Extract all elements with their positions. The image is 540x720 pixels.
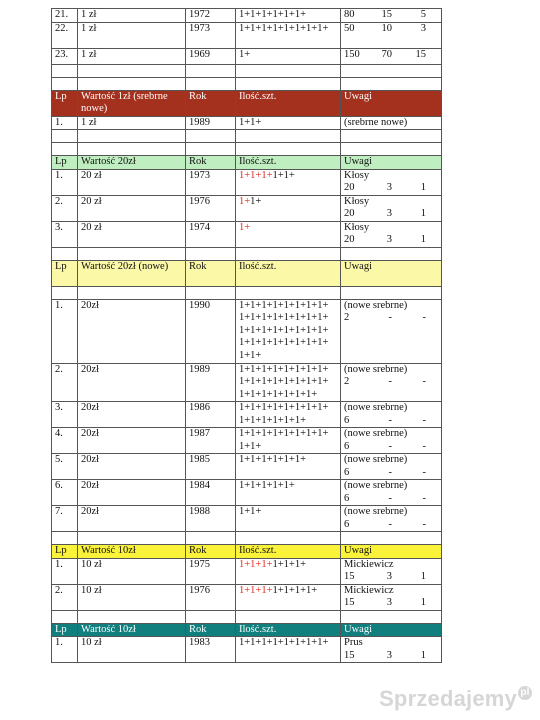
lp-cell: 2. bbox=[52, 584, 78, 610]
value-cell: 10 zł bbox=[78, 558, 186, 584]
year-cell: 1976 bbox=[186, 195, 236, 221]
table-row bbox=[52, 116, 442, 130]
table-row bbox=[52, 363, 442, 402]
blank-row bbox=[52, 130, 442, 143]
header-notes: Uwagi bbox=[341, 623, 442, 637]
value-cell: 20zł bbox=[78, 402, 186, 428]
blank-row bbox=[52, 77, 442, 90]
notes-cell: (nowe srebrne) 6 - - bbox=[341, 454, 442, 480]
table-row bbox=[52, 9, 442, 23]
value-cell: 20zł bbox=[78, 506, 186, 532]
header-year: Rok bbox=[186, 623, 236, 637]
year-cell: 1973 bbox=[186, 169, 236, 195]
value-cell: 20 zł bbox=[78, 169, 186, 195]
table-row bbox=[52, 299, 442, 363]
table-row bbox=[52, 506, 442, 532]
blank-row bbox=[52, 64, 442, 77]
section-header-silver bbox=[52, 90, 442, 116]
lp-cell: 2. bbox=[52, 363, 78, 402]
value-cell: 20zł bbox=[78, 299, 186, 363]
year-cell: 1984 bbox=[186, 480, 236, 506]
year-cell: 1989 bbox=[186, 116, 236, 130]
notes-cell: (nowe srebrne) 6 - - bbox=[341, 402, 442, 428]
year-cell: 1990 bbox=[186, 299, 236, 363]
notes-cell: Prus 15 3 1 bbox=[341, 637, 442, 663]
value-cell: 20zł bbox=[78, 428, 186, 454]
header-notes: Uwagi bbox=[341, 90, 442, 116]
year-cell: 1973 bbox=[186, 22, 236, 48]
value-cell: 1 zł bbox=[78, 48, 186, 64]
header-year: Rok bbox=[186, 260, 236, 286]
notes-cell: (nowe srebrne) 2 - - bbox=[341, 363, 442, 402]
table-row bbox=[52, 637, 442, 663]
qty-cell: 1+ bbox=[236, 221, 341, 247]
table-row bbox=[52, 48, 442, 64]
section-header-20 bbox=[52, 156, 442, 170]
qty-cell: 1+1+1+1+1+1+1+1+ bbox=[236, 22, 341, 48]
year-cell: 1987 bbox=[186, 428, 236, 454]
header-year: Rok bbox=[186, 545, 236, 559]
notes-cell: 50 10 3 bbox=[341, 22, 442, 48]
qty-cell: 1+1+1+1+1+1+ bbox=[236, 9, 341, 23]
year-cell: 1969 bbox=[186, 48, 236, 64]
header-notes: Uwagi bbox=[341, 156, 442, 170]
year-cell: 1983 bbox=[186, 637, 236, 663]
qty-cell: 1+1+1+1+1+ bbox=[236, 169, 341, 195]
blank-row bbox=[52, 286, 442, 299]
year-cell: 1974 bbox=[186, 221, 236, 247]
notes-cell: (nowe srebrne) 2 - - bbox=[341, 299, 442, 363]
notes-cell: (srebrne nowe) bbox=[341, 116, 442, 130]
blank-row bbox=[52, 247, 442, 260]
lp-cell: 21. bbox=[52, 9, 78, 23]
lp-cell: 1. bbox=[52, 637, 78, 663]
lp-cell: 3. bbox=[52, 402, 78, 428]
value-cell: 20 zł bbox=[78, 195, 186, 221]
header-qty: Ilość.szt. bbox=[236, 623, 341, 637]
qty-cell: 1+1+ bbox=[236, 195, 341, 221]
qty-cell: 1+1+1+1+1+ bbox=[236, 480, 341, 506]
header-value: Wartość 10zł bbox=[78, 623, 186, 637]
lp-cell: 1. bbox=[52, 169, 78, 195]
lp-cell: 7. bbox=[52, 506, 78, 532]
section-header-10 bbox=[52, 545, 442, 559]
qty-cell: 1+1+ bbox=[236, 116, 341, 130]
lp-cell: 4. bbox=[52, 428, 78, 454]
blank-row bbox=[52, 143, 442, 156]
lp-cell: 1. bbox=[52, 116, 78, 130]
value-cell: 20zł bbox=[78, 480, 186, 506]
lp-cell: 23. bbox=[52, 48, 78, 64]
header-notes: Uwagi bbox=[341, 545, 442, 559]
qty-cell: 1+ bbox=[236, 48, 341, 64]
notes-cell: Kłosy 20 3 1 bbox=[341, 221, 442, 247]
header-year: Rok bbox=[186, 90, 236, 116]
year-cell: 1988 bbox=[186, 506, 236, 532]
qty-cell: 1+1+1+1+1+1+1+1+ 1+1+1+1+1+1+1+1+ 1+1+1+1+1+1+1+ bbox=[236, 363, 341, 402]
coin-table bbox=[51, 8, 442, 663]
header-qty: Ilość.szt. bbox=[236, 156, 341, 170]
blank-row bbox=[52, 532, 442, 545]
qty-cell: 1+1+1+1+1+1+1+ bbox=[236, 584, 341, 610]
lp-cell: 22. bbox=[52, 22, 78, 48]
value-cell: 1 zł bbox=[78, 116, 186, 130]
lp-cell: 2. bbox=[52, 195, 78, 221]
table-row bbox=[52, 480, 442, 506]
header-lp: Lp bbox=[52, 156, 78, 170]
document-page bbox=[51, 8, 441, 663]
notes-cell: (nowe srebrne) 6 - - bbox=[341, 506, 442, 532]
year-cell: 1985 bbox=[186, 454, 236, 480]
value-cell: 1 zł bbox=[78, 9, 186, 23]
section-header-10-teal bbox=[52, 623, 442, 637]
qty-cell: 1+1+1+1+1+1+ bbox=[236, 454, 341, 480]
section-header-20-new bbox=[52, 260, 442, 286]
notes-cell: 80 15 5 bbox=[341, 9, 442, 23]
lp-cell: 6. bbox=[52, 480, 78, 506]
header-notes: Uwagi bbox=[341, 260, 442, 286]
lp-cell: 3. bbox=[52, 221, 78, 247]
header-qty: Ilość.szt. bbox=[236, 545, 341, 559]
table-row bbox=[52, 584, 442, 610]
header-lp: Lp bbox=[52, 545, 78, 559]
watermark-badge: pl bbox=[518, 686, 532, 700]
qty-cell: 1+1+1+1+1+1+1+1+ 1+1+1+1+1+1+1+1+ 1+1+1+1+1+1+1+1+ 1+1+1+1+1+1+1+1+ 1+1+ bbox=[236, 299, 341, 363]
notes-cell: Kłosy 20 3 1 bbox=[341, 169, 442, 195]
qty-cell: 1+1+1+1+1+1+1+1+ bbox=[236, 637, 341, 663]
header-qty: Ilość.szt. bbox=[236, 260, 341, 286]
header-value: Wartość 20zł (nowe) bbox=[78, 260, 186, 286]
qty-cell: 1+1+1+1+1+1+1+1+ 1+1+1+1+1+1+ bbox=[236, 402, 341, 428]
lp-cell: 1. bbox=[52, 299, 78, 363]
year-cell: 1986 bbox=[186, 402, 236, 428]
table-row bbox=[52, 169, 442, 195]
table-row bbox=[52, 454, 442, 480]
notes-cell: Mickiewicz 15 3 1 bbox=[341, 584, 442, 610]
lp-cell: 1. bbox=[52, 558, 78, 584]
table-row bbox=[52, 402, 442, 428]
value-cell: 20zł bbox=[78, 454, 186, 480]
qty-cell: 1+1+1+1+1+1+1+1+ 1+1+ bbox=[236, 428, 341, 454]
year-cell: 1975 bbox=[186, 558, 236, 584]
watermark-logo bbox=[379, 686, 532, 712]
year-cell: 1976 bbox=[186, 584, 236, 610]
notes-cell: Kłosy 20 3 1 bbox=[341, 195, 442, 221]
notes-cell: Mickiewicz 15 3 1 bbox=[341, 558, 442, 584]
qty-cell: 1+1+1+1+1+1+ bbox=[236, 558, 341, 584]
table-row bbox=[52, 558, 442, 584]
header-qty: Ilość.szt. bbox=[236, 90, 341, 116]
notes-cell: 150 70 15 bbox=[341, 48, 442, 64]
table-row bbox=[52, 221, 442, 247]
value-cell: 20zł bbox=[78, 363, 186, 402]
year-cell: 1972 bbox=[186, 9, 236, 23]
header-lp: Lp bbox=[52, 90, 78, 116]
header-year: Rok bbox=[186, 156, 236, 170]
header-value: Wartość 20zł bbox=[78, 156, 186, 170]
value-cell: 10 zł bbox=[78, 637, 186, 663]
year-cell: 1989 bbox=[186, 363, 236, 402]
value-cell: 1 zł bbox=[78, 22, 186, 48]
table-row bbox=[52, 22, 442, 48]
lp-cell: 5. bbox=[52, 454, 78, 480]
table-row bbox=[52, 195, 442, 221]
value-cell: 10 zł bbox=[78, 584, 186, 610]
header-lp: Lp bbox=[52, 260, 78, 286]
table-row bbox=[52, 428, 442, 454]
notes-cell: (nowe srebrne) 6 - - bbox=[341, 480, 442, 506]
header-lp: Lp bbox=[52, 623, 78, 637]
value-cell: 20 zł bbox=[78, 221, 186, 247]
qty-cell: 1+1+ bbox=[236, 506, 341, 532]
watermark-text: Sprzedajemy bbox=[379, 686, 517, 711]
notes-cell: (nowe srebrne) 6 - - bbox=[341, 428, 442, 454]
blank-row bbox=[52, 610, 442, 623]
header-value: Wartość 1zł (srebrne nowe) bbox=[78, 90, 186, 116]
header-value: Wartość 10zł bbox=[78, 545, 186, 559]
